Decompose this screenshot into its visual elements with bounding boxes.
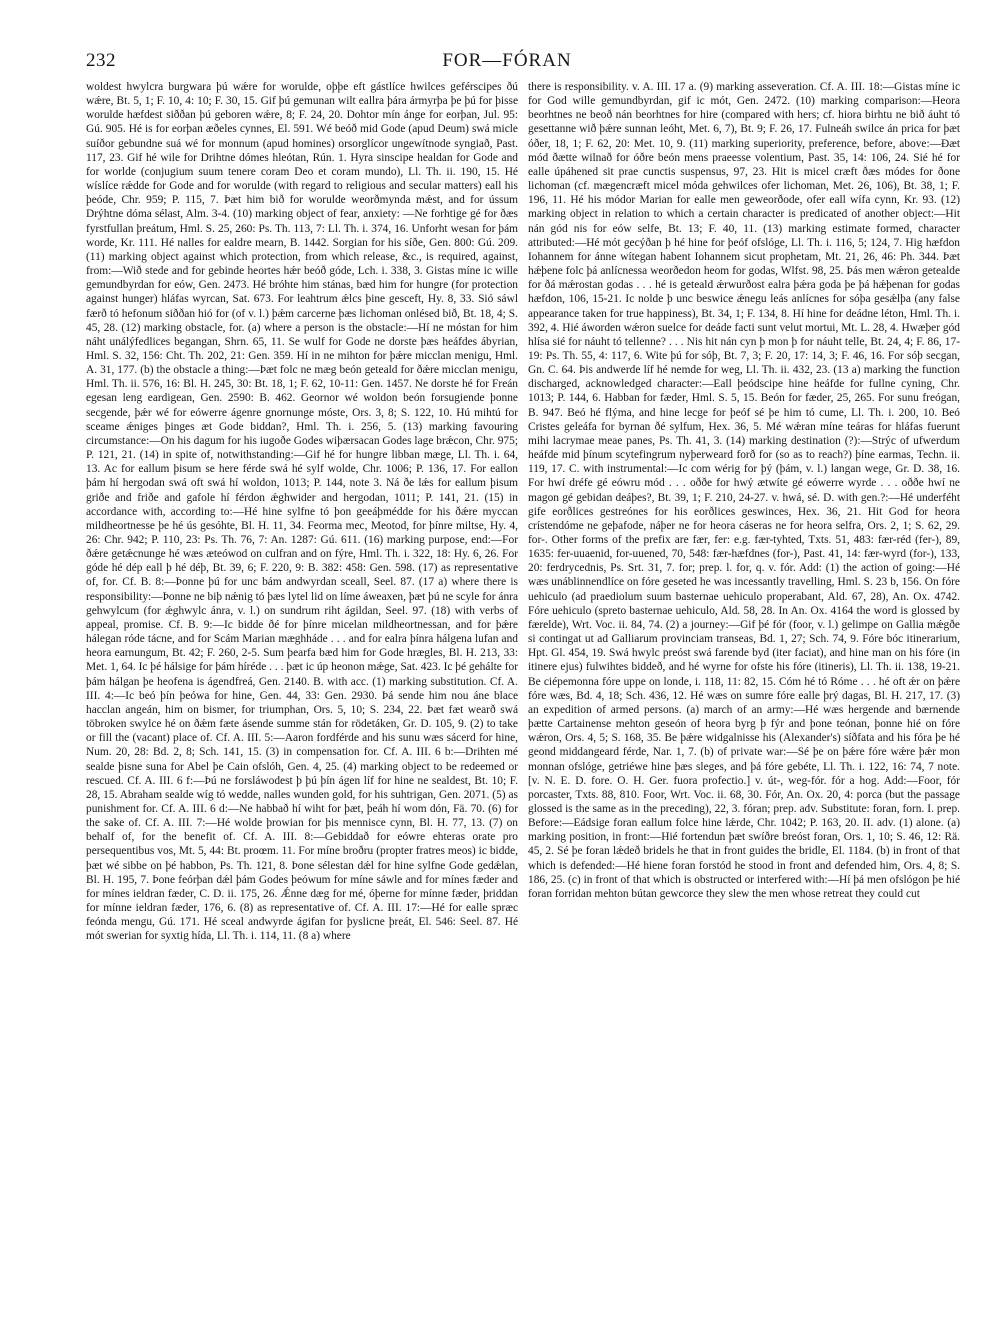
right-column (528, 80, 960, 1330)
page-header (86, 50, 928, 76)
right-column-text: there is responsibility. v. A. III. 17 a. (9) marking asseveration. Cf. A. III. 18:—Gistas míne ic for God wille gemundbyrdan, gif ic mót, Gen. 2472. (10) marking comparison:—Heora beorhtnes ne beoð nán beorhtnes for hire (compared with hers; cf. hiora birhtu ne bið áuht tó gesettanne wið þǽre sunnan leóht, Met. 6, 7), Bt. 9; F. 26, 17. Fulneáh swilce án prica for þæt óðer, 18, 1; F. 62, 20: Met. 10, 9. (11) marking superiority, preference, before, above:—Ðæt mód ðætte wilnað for óðre beón mens praeesse volentium, Past. 35, 14: 106, 24. Sié hé for ealle úpáhened sit prae cunctis suspensus, 97, 23. Hit is micel cræft ðæs módes for ðone lichoman (cf. mægencræft micel móda gehwilces ofer lichoman, Met. 26, 106), Bt. 38, 1; F. 196, 11. Hé his módor Marian for ealle men geweorðode, ofer eall wífa cynn, Kr. 93. (12) marking object in relation to which a certain character is predicated of another object:—Hit nán gód nis for eów selfe, Bt. 13; F. 40, 11. (13) marking estimate formed, character attributed:—Hé mót gecýðan þ hé hine for þeóf ofslóge, Ll. Th. i. 116, 5; 124, 7. Hig hæfdon Iohannem for ánne wítegan habent Iohannem sicut prophetam, Mt. 21, 26, 46: Ph. 344. Þæt hǽþene folc þá anlícnessa weorðedon heom for godas, Wlfst. 98, 25. Þás men wǽron getealde for ðá mǽrostan godas . . . hé is geteald ǽrwurðost ealra þǽra goda þe þá hǽþenan for godas hæfdon, 106, 15-21. Ic nolde þ unc beswice ǽnegu leás anlícnes for sóþa gesǽlþa (any false appearance taken for true happiness), Bt. 34, 1; F. 134, 8. Hí hine for deádne léton, Hml. Th. i. 392, 4. Hié áworden wǽron suelce for deáde facti sunt velut mortui, Mt. L. 28, 4. Hwæþer gód hlísa sié for náuht tó tellenne? . . . Nis hit nán cyn þ mon þ for náuht telle, Bt. 24, 4; F. 86, 17-19: Ps. Th. 55, 4: 117, 6. Wite þú for sóþ, Bt. 7, 3; F. 20, 17: 14, 3; F. 46, 16. For sóþ secgan, Gn. C. 64. Þis andwerde líf hé nemde for weg, Ll. Th. ii. 432, 23. (13 a) marking the function discharged, acknowledged character:—Eall þeódscipe hine heáfde for fullne cyning, Chr. 1013; P. 144, 6. Habban for fæder, Hml. S. 5, 15. Beón for fæder, 25, 265. For sunu freógan, B. 947. Beó hé flýma, and hine lecge for þeóf sé þe him tó cume, Ll. Th. i. 200, 10. Beó Cristes geleáfa for byrnan ðé sylfum, Hex. 36, 5. Mé wǽran míne teáras for hláfas fuerunt mihi lacrymae meae panes, Ps. Th. 41, 3. (14) marking destination (?):—Strýc of ufwerdum heáfde mid þínum scytefingrum nyþerweard forð for (so as to reach?) þíne earmas, Techn. ii. 119, 17. C. with instrumental:—Ic com wérig for þý (þám, v. l.) langan wege, Gr. D. 38, 16. For hwí dréfe gé eówru mód . . . oððe for hwý ætwíte gé eówerre wyrde . . . oððe hwí ne magon gé gebidan deáþes?, Bt. 39, 1; F. 210, 24-27. v. hwá, sé. D. with gen.?:—Hé underféht gife eorðlices gestreónes for his eorðlices geswinces, Hex. 36, 21. Hit God for heora crístendóme ne geþafode, náþer ne for heora cáseras ne for heora selfra, Ors. 2, 1; S. 62, 29. for-. Other forms of the prefix are fær, fer: e.g. fær-tyhted, Txts. 51, 483: fær-réd (fer-), 89, 1635: fer-uuaenid, for-uuened, 70, 548: fær-hæfdnes (for-), Past. 41, 14: fær-wyrd (for-), 133, 20: ferdrycednis, Ps. Srt. 31, 7. for; prep. l. for, q. v. fór. Add: (1) the action of going:—Hé wæs unáblinnendlíce on fóre geseted he was incessantly travelling, Hml. S. 23 b, 156. On fóre uehiculo (ad praediolum suum basternae uehiculo properabant, Ald. 67, 28), An. Ox. 4742. Fóre uehiculo (spreto basternae uehiculo, Ald. 58, 28. In An. Ox. 4164 the word is glossed by færelde), Wrt. Voc. ii. 84, 74. (2) a journey:—Gif þé fór (foor, v. l.) gelimpe on Gallia mǽgðe si contingat ut ad Galliarum provinciam transeas, Bd. 1, 27; Sch. 74, 9. Fóre bóc itinerarium, Hpt. Gl. 454, 19. Swá hwylc preóst swá farende byd (iter faciat), and hine man on his fóre (in itinere ejus) fulwihtes biddeð, and hé wyrne for ofste his fóre (itineris), Ll. Th. ii. 138, 19-21. Be ciépemonna fóre uppe on londe, i. 118, 11: 82, 15. Cóm hé tó Róme . . . hé oft ǽr on þǽre fóre wæs, Bd. 4, 18; Sch. 436, 12. Hé wæs on sumre fóre ealle þrý dagas, Bl. H. 217, 17. (3) an expedition of armed persons. (a) march of an army:—Hé wæs hergende and bærnende þætte Cartainense mehton geseón of heora byrg þ fýr and þone teónan, þonne hié on fóre wǽron, Ors. 4, 5; S. 168, 35. Be þǽre widgalnisse his (Alexander's) síðfata and his fóra þe hé geond middangeard férde, Nar. 1, 7. (b) of private war:—Sé þe on þǽre fóre wǽre þǽr mon monnan ofslóge, getriéwe hine þæs sleges, and þá fóre gebéte, Ll. Th. i. 122, 16: 74, 7 note. [v. N. E. D. fore. O. H. Ger. fuora profectio.] v. út-, weg-fór. fór a hog. Add:—Foor, fór porcaster, Txts. 88, 810. Foor, Wrt. Voc. ii. 68, 30. Fór, An. Ox. 20, 4: porca (but the passage glossed is the same as in the preceding), 22, 3. fóran; prep. adv. Substitute: foran, forn. I. prep. Before:—Eádsige foran eallum folce hine lǽrde, Chr. 1042; P. 163, 20. II. adv. (1) alone. (a) marking position, in front:—Hié fortendun þæt swíðre breóst foran, Ors. 1, 10; S. 46, 12: Rä. 45, 2. Sé þe foran lǽdeð bridels he that in front guides the bridle, El. 1184. (b) in front of that which is defended:—Hé hiene foran forstód he stood in front and defended him, Ors. 4, 8; S. 186, 25. (c) in front of that which is obstructed or interfered with:—Hí þá men ofslógon þe hié foran forridan mehton bútan gewcorce they slew the men whose retreat they could cut (528, 81, 960, 900)
running-head: FOR—FÓRAN (442, 50, 572, 71)
page-number: 232 (86, 50, 116, 71)
left-column (86, 80, 518, 1330)
left-column-text: woldest hwylcra burgwara þú wǽre for worulde, oþþe eft gástlíce hwilces geférscipes ðú wǽre, Bt. 5, 1; F. 10, 4: 10; F. 30, 15. Gif þú gemunan wilt eallra þára ármyrþa þe þú for þisse worulde hæfdest siððan þú geboren wǽre, 8; F. 24, 20. Dohtor mín ánge for eorþan, Jul. 95: Gú. 905. Hé is for eorþan æðeles cynnes, El. 591. Wé beóð mid Gode (apud Deum) swá micle suíðor gebundne suá wé for monnum (apud homines) orsorglícor ungewítnode syngiað, Past. 117, 23. Gif hé wile for Drihtne dómes hleótan, Rún. 1. Hyra sinscipe healdan for Gode and for worlde (conjugium suum tenere coram Deo et coram mundo), Ll. Th. ii. 190, 15. Hé wíslíce rǽdde for Gode and for worulde (with regard to religious and secular matters) eall his þeóde, Chr. 959; P. 115, 7. Þæt him bið for worulde weorðmynda mǽst, and for ússum Drýhtne dóma sélast, Alm. 3-4. (10) marking object of fear, anxiety: —Ne forhtige gé for ðæs fyrstfullan þreátum, Hml. S. 25, 260: Ps. Th. 113, 7: Ll. Th. i. 374, 16. Unforht wesan for þám worde, Kr. 111. Hé nalles for ealdre mearn, B. 1442. Sorgian for his síðe, Gen. 800: Gú. 209. (11) marking object against which protection, from which release, &c., is required, against, from:—Wið stede and for gebinde heortes hǽr beóð góde, Lch. i. 338, 3. Gistas míne ic wille gemundbyrdan for eów, Gen. 2473. Hé bróhte him stánas, bæd him for hungre (for protection against hunger) hláfas wyrcan, Sat. 673. For leahtrum ǽlcs þine gesceft, Hy. 8, 33. Sió sáwl færð tó hefonum siððan hió for (of v. l.) þǽm carcerne þæs lichoman onlésed bið, Bt. 18, 4; S. 45, 28. (12) marking obstacle, for. (a) where a person is the obstacle:—Hí ne móstan for him náht unálýfedlices begangan, Shrn. 65, 11. Se wulf for Gode ne dorste þæs heáfdes ábyrian, Hml. S. 32, 156: Cht. Th. 202, 21: Gen. 359. Hí in ne mihton for þǽre micclan menigu, Hml. A. 31, 177. (b) the obstacle a thing:—Þæt folc ne mæg beón geteald for ðǽre micclan menigu, Hml. Th. ii. 576, 16: Bl. H. 245, 30: Bt. 18, 1; F. 62, 10-11: Gen. 1457. Ne dorste hé for Freán egesan leng eardigean, Gen. 2590: B. 462. Geornor wé woldon beón forsugiende þonne secgende, þǽr wé for eówerre ágenre gnornunge móste, Ors. 3, 8; S. 122, 10. Hú mihtú for sceame ǽniges þinges æt Gode biddan?, Hml. Th. i. 256, 5. (13) marking favouring circumstance:—On his dagum for his iugoðe Godes wiþærsacan Godes lage brǽcon, Chr. 975; P. 121, 21. (14) in spite of, notwithstanding:—Gif hé for hungre libban mæge, Ll. Th. i. 64, 13. Ac for eallum þisum se here férde swá hé sylf wolde, Chr. 1006; P. 136, 17. For eallon þám hí hergodan swá oft swá hí woldon, 1013; P. 144, note 3. Ná ðe lǽs for eallum þisum griðe and friðe and gafole hí férdon ǽghwider and hergodan, 1011; P. 141, 21. (15) in accordance with, according to:—Hé hine sylfne tó þon geeáþmédde for his ðǽre myccan mildheortnesse þe hé ús gesóhte, Bl. H. 11, 34. Feorma mec, Meotod, for þínre miltse, Hy. 4, 26: Chr. 942; P. 110, 23: Ps. Th. 76, 7: An. 1287: Gú. 611. (16) marking purpose, end:—For ðǽre getǽcnunge hé wæs æteówod on culfran and on fýre, Hml. Th. i. 322, 18: Hy. 6, 26. For góde hé dép eall þ hé déþ, Bt. 39, 6; F. 220, 9: B. 382: 458: Gen. 598. (17) as representative of, for. Cf. B. 8:—Þonne þú for unc bám andwyrdan sceall, Seel. 87. (17 a) where there is responsibility:—Þonne ne biþ nǽnig tó þæs lytel lid on líme áweaxen, þæt þú ne scyle for ánra gehwylcum (for ǽghwylc ánra, v. l.) on sundrum riht ágildan, Seel. 97. (18) with verbs of appeal, promise. Cf. B. 9:—Ic bidde ðé for þínre micelan mildheortnessan, and for þǽre hálegan róde tácne, and for Scám Marian mæghháde . . . and for ealra þínra hálgena lufan and heora earnungum, Bt. 42; F. 260, 2-5. Sum þearfa bæd him for Gode hrægles, Bl. H. 213, 33: Met. 1, 64. Ic þé hálsige for þám híréde . . . þæt ic úp heonon mǽge, Sat. 423. Ic þé gehálte for þám hálgan þe heofena is ágendfreá, Gen. 2140. B. with acc. (1) marking substitution. Cf. A. III. 4:—Ic beó þín þeówa for hine, Gen. 44, 33: Gen. 2930. Þá sende him nou áne blace hacclan angeán, him on bismer, for triumphan, Ors. 5, 10; S. 234, 22. Þæt fæt wearð swá töbroken swylce hé on ðǽm fæte ásende summe stán for rödetáken, Gr. D. 105, 9. (2) to take or fill the (vacant) place of. Cf. A. III. 5:—Aaron fordférde and his sunu wæs sácerd for hine, Num. 20, 28: Bd. 2, 8; Sch. 141, 15. (3) in compensation for. Cf. A. III. 6 b:—Drihten mé sealde þisne suna for Abel þe Cain ofslóh, Gen. 4, 25. (4) marking object to be redeemed or rescued. Cf. A. III. 6 f:—Þú ne forsláwodest þ þú þín ágen líf for hine ne sealdest, Bt. 10; F. 28, 15. Abraham sealde wíg tó wedde, nalles wunden gold, for his suhtrigan, Gen. 2071. (5) as punishment for. Cf. A. III. 6 d:—Ne habbað hí wiht for þæt, þeáh hí wom dón, Fä. 70. (6) for the sake of. Cf. A. III. 7:—Hé wolde þrowian for þis mennisce cynn, Bl. H. 77, 13. (7) on behalf of, for the benefit of. Cf. A. III. 8:—Gebiddað for eówre ehteras orate pro persequentibus vos, Mt. 5, 44: Bt. proœm. 11. For míne broðru (propter fratres meos) ic bidde, þæt wé sibbe on þé habbon, Ps. Th. 121, 8. Þone sélestan dǽl for hine sylfne Gode gedǽlan, Bl. H. 195, 7. Þone feórþan dǽl þám Godes þeówum for míne sáwle and for mínes fæder and for mínes ieldran fæder, C. D. ii. 175, 26. Ǽnne dæg for mé, óþerne for mínne fæder, þriddan for mínne ieldran fæder, 176, 6. (8) as representative of. Cf. A. III. 17:—Hé for ealle spræc feónda mengu, Gú. 171. Hé sceal andwyrde ágifan for þyslicne þreát, El. 546: Seel. 87. Hé mót swerian for syxtig hída, Ll. Th. i. 114, 11. (8 a) where (86, 81, 518, 943)
